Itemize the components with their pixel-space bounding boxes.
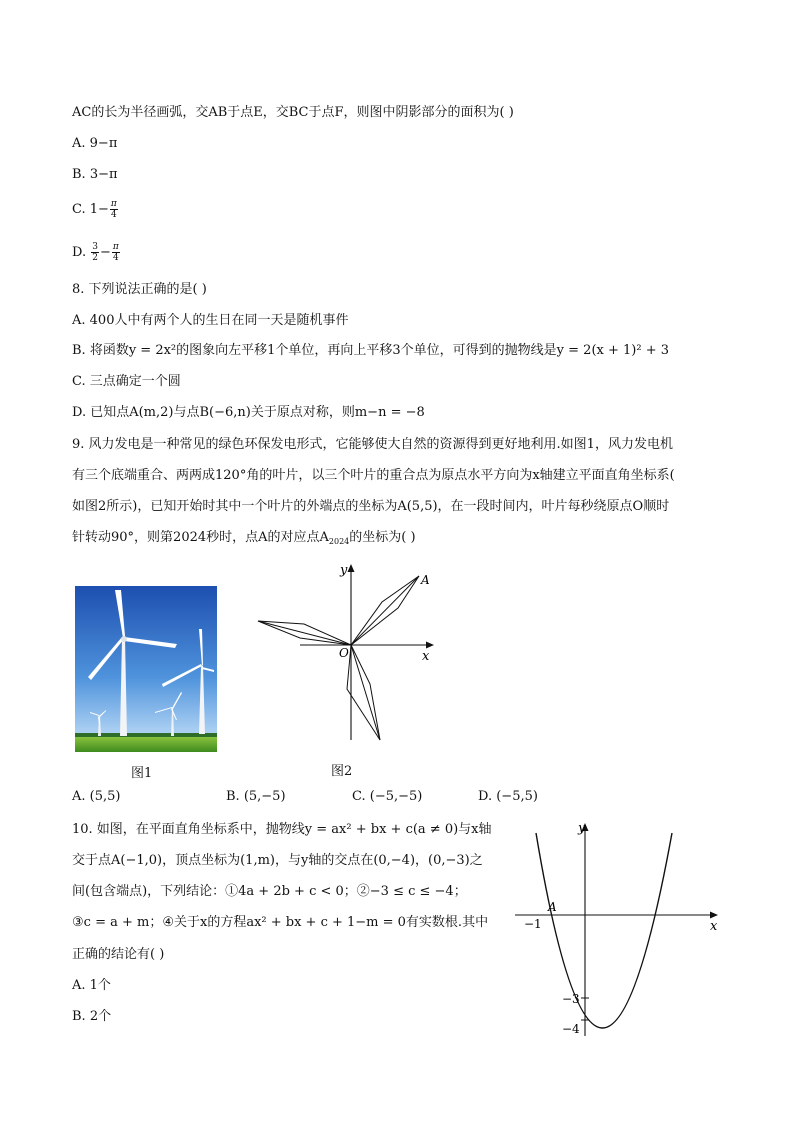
q9-options-row [72, 789, 552, 807]
q9-line4-post: 的坐标为( ) [349, 530, 416, 545]
q9-line4-pre: 针转动90°，则第2024秒时，点A的对应点A [72, 530, 329, 545]
fig2-y-label: y [340, 563, 348, 578]
fraction-pi-over-4: $\frac{\pi}{4}$ [110, 199, 117, 220]
q8-option-a: A. 400人中有两个人的生日在同一天是随机事件 [72, 313, 349, 328]
q8-option-d: D. 已知点A(m,2)与点B(−6,n)关于原点对称，则m−n = −8 [72, 405, 425, 420]
q10-stem-line-3: 间(包含端点)，下列结论：①4a + 2b + c < 0；②−3 ≤ c ≤ −4； [72, 884, 467, 899]
q7-stem-tail: AC的长为半径画弧，交AB于点E，交BC于点F，则图中阴影部分的面积为( ) [72, 105, 514, 120]
q8-stem: 8. 下列说法正确的是( ) [72, 282, 207, 297]
q10-stem-line-4: ③c = a + m；④关于x的方程ax² + bx + c + 1−m = 0有实数根.其中 [72, 915, 489, 930]
parabola-graph [510, 818, 730, 1040]
q7-option-c-prefix: C. 1− [72, 202, 109, 217]
q10-stem-line-1: 10. 如图，在平面直角坐标系中，抛物线y = ax² + bx + c(a ≠ 0)与x轴 [72, 822, 492, 837]
fig2-x-label: x [422, 649, 430, 664]
graph-tick-neg1: −1 [524, 917, 542, 931]
fraction-3-over-2: $\frac{3}{2}$ [92, 242, 98, 263]
q7-option-a: A. 9−π [72, 136, 118, 151]
q10-stem-line-5: 正确的结论有( ) [72, 947, 165, 962]
fraction-pi-over-4: $\frac{\pi}{4}$ [112, 242, 119, 263]
q8-option-c: C. 三点确定一个圆 [72, 374, 181, 389]
q9-option-a: A. (5,5) [72, 789, 121, 804]
figure-2-blades-diagram [252, 556, 438, 746]
q7-option-d-prefix: D. [72, 245, 91, 260]
q7-option-c [72, 199, 119, 220]
wind-turbine-photo [75, 586, 217, 752]
q9-stem-line-4 [72, 529, 416, 551]
q10-stem-line-2: 交于点A(−1,0)，顶点坐标为(1,m)，与y轴的交点在(0,−4)，(0,−3)之 [72, 853, 483, 868]
q10-option-b: B. 2个 [72, 1009, 112, 1024]
graph-tick-neg3: −3 [562, 992, 580, 1006]
q9-stem-line-1: 9. 风力发电是一种常见的绿色环保发电形式，它能够使大自然的资源得到更好地利用.如图1，风力发电机 [72, 437, 673, 452]
q7-option-b: B. 3−π [72, 167, 118, 182]
q9-line4-subscript: 2024 [328, 537, 350, 546]
graph-y-label: y [578, 821, 586, 836]
fig2-point-a-label: A [421, 573, 430, 587]
minus-sign: − [99, 245, 111, 260]
q9-stem-line-2: 有三个底端重合、两两成120°角的叶片，以三个叶片的重合点为原点水平方向为x轴建立平面直角坐标系( [72, 468, 675, 483]
q9-stem-line-3: 如图2所示)，已知开始时其中一个叶片的外端点的坐标为A(5,5)，在一段时间内，叶片每秒绕原点O顺时 [72, 499, 670, 514]
q9-option-c: C. (−5,−5) [352, 789, 423, 804]
q10-option-a: A. 1个 [72, 978, 111, 993]
q9-option-b: B. (5,−5) [226, 789, 286, 804]
figure-2-caption: 图2 [331, 764, 353, 779]
graph-tick-neg4: −4 [562, 1022, 580, 1036]
q7-option-d [72, 242, 121, 263]
fig2-origin-label: O [339, 646, 349, 660]
graph-x-label: x [710, 919, 718, 934]
figure-1-caption: 图1 [131, 766, 153, 781]
graph-point-a-label: A [548, 900, 557, 914]
q8-option-b: B. 将函数y = 2x²的图象向左平移1个单位，再向上平移3个单位，可得到的抛物线是y = 2(x + 1)² + 3 [72, 343, 669, 358]
q9-option-d: D. (−5,5) [478, 789, 538, 804]
